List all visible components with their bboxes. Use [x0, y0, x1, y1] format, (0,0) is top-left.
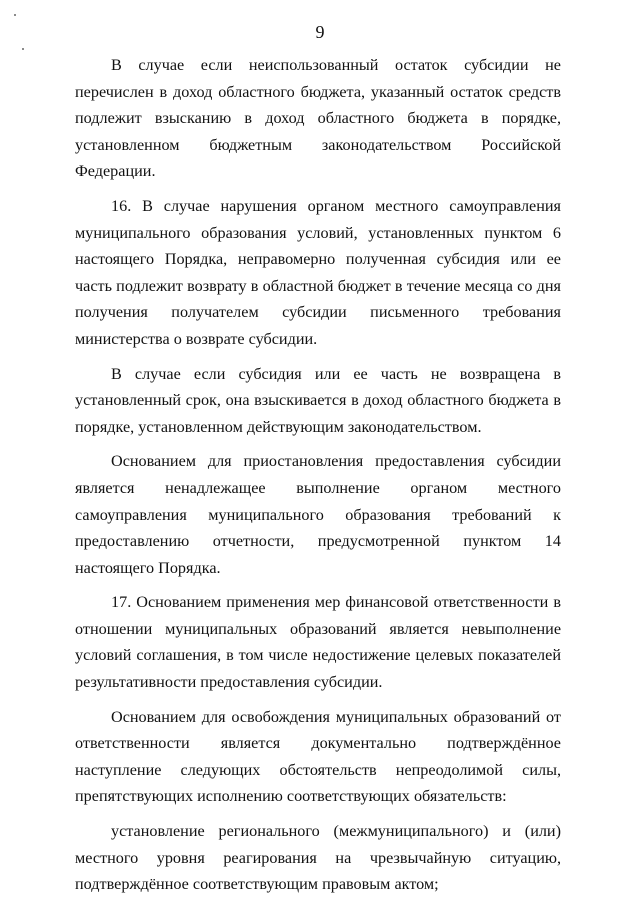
paragraph-item-17: 17. Основанием применения мер финансовой ответственности в отношении муниципальных образований является невыполнение условий соглашения, в том числе недостижение целевых показателей результативности предоставления субсидии. — [75, 593, 561, 692]
scan-artifact-dot — [14, 14, 16, 16]
paragraph-unreturned-balance: В случае если неиспользованный остаток субсидии не перечислен в доход областного бюджета, указанный остаток средств подлежит взысканию в доход областного бюджета в порядке, установленном бюджетным законодательством Российской Федерации. — [75, 56, 561, 181]
document-body — [75, 52, 561, 898]
paragraph-exemption-grounds: Основанием для освобождения муниципальных образований от ответственности является документально подтверждённое наступление следующих обстоятельств непреодолимой силы, препятствующих исполнению соответствующих обязательств: — [75, 707, 561, 806]
paragraph-recovery: В случае если субсидия или ее часть не возвращена в установленный срок, она взыскивается в доход областного бюджета в порядке, установленном действующим законодательством. — [75, 364, 561, 436]
page-number: 9 — [315, 22, 325, 42]
scan-artifact-dot — [22, 48, 24, 50]
paragraph-suspension-grounds: Основанием для приостановления предоставления субсидии является ненадлежащее выполнение органом местного самоуправления муниципального образования требований к предоставлению отчетности, предусмотренной пунктом 14 настоящего Порядка. — [75, 452, 561, 577]
paragraph-item-16: 16. В случае нарушения органом местного самоуправления муниципального образования условий, установленных пунктом 6 настоящего Порядка, неправомерно полученная субсидия или ее часть подлежит возврату в областной бюджет в течение месяца со дня получения получателем субсидии письменного требования министерства о возврате субсидии. — [75, 196, 561, 348]
paragraph-emergency-response: установление регионального (межмуниципального) и (или) местного уровня реагирования на чрезвычайную ситуацию, подтверждённое соответствующим правовым актом; — [75, 822, 561, 894]
